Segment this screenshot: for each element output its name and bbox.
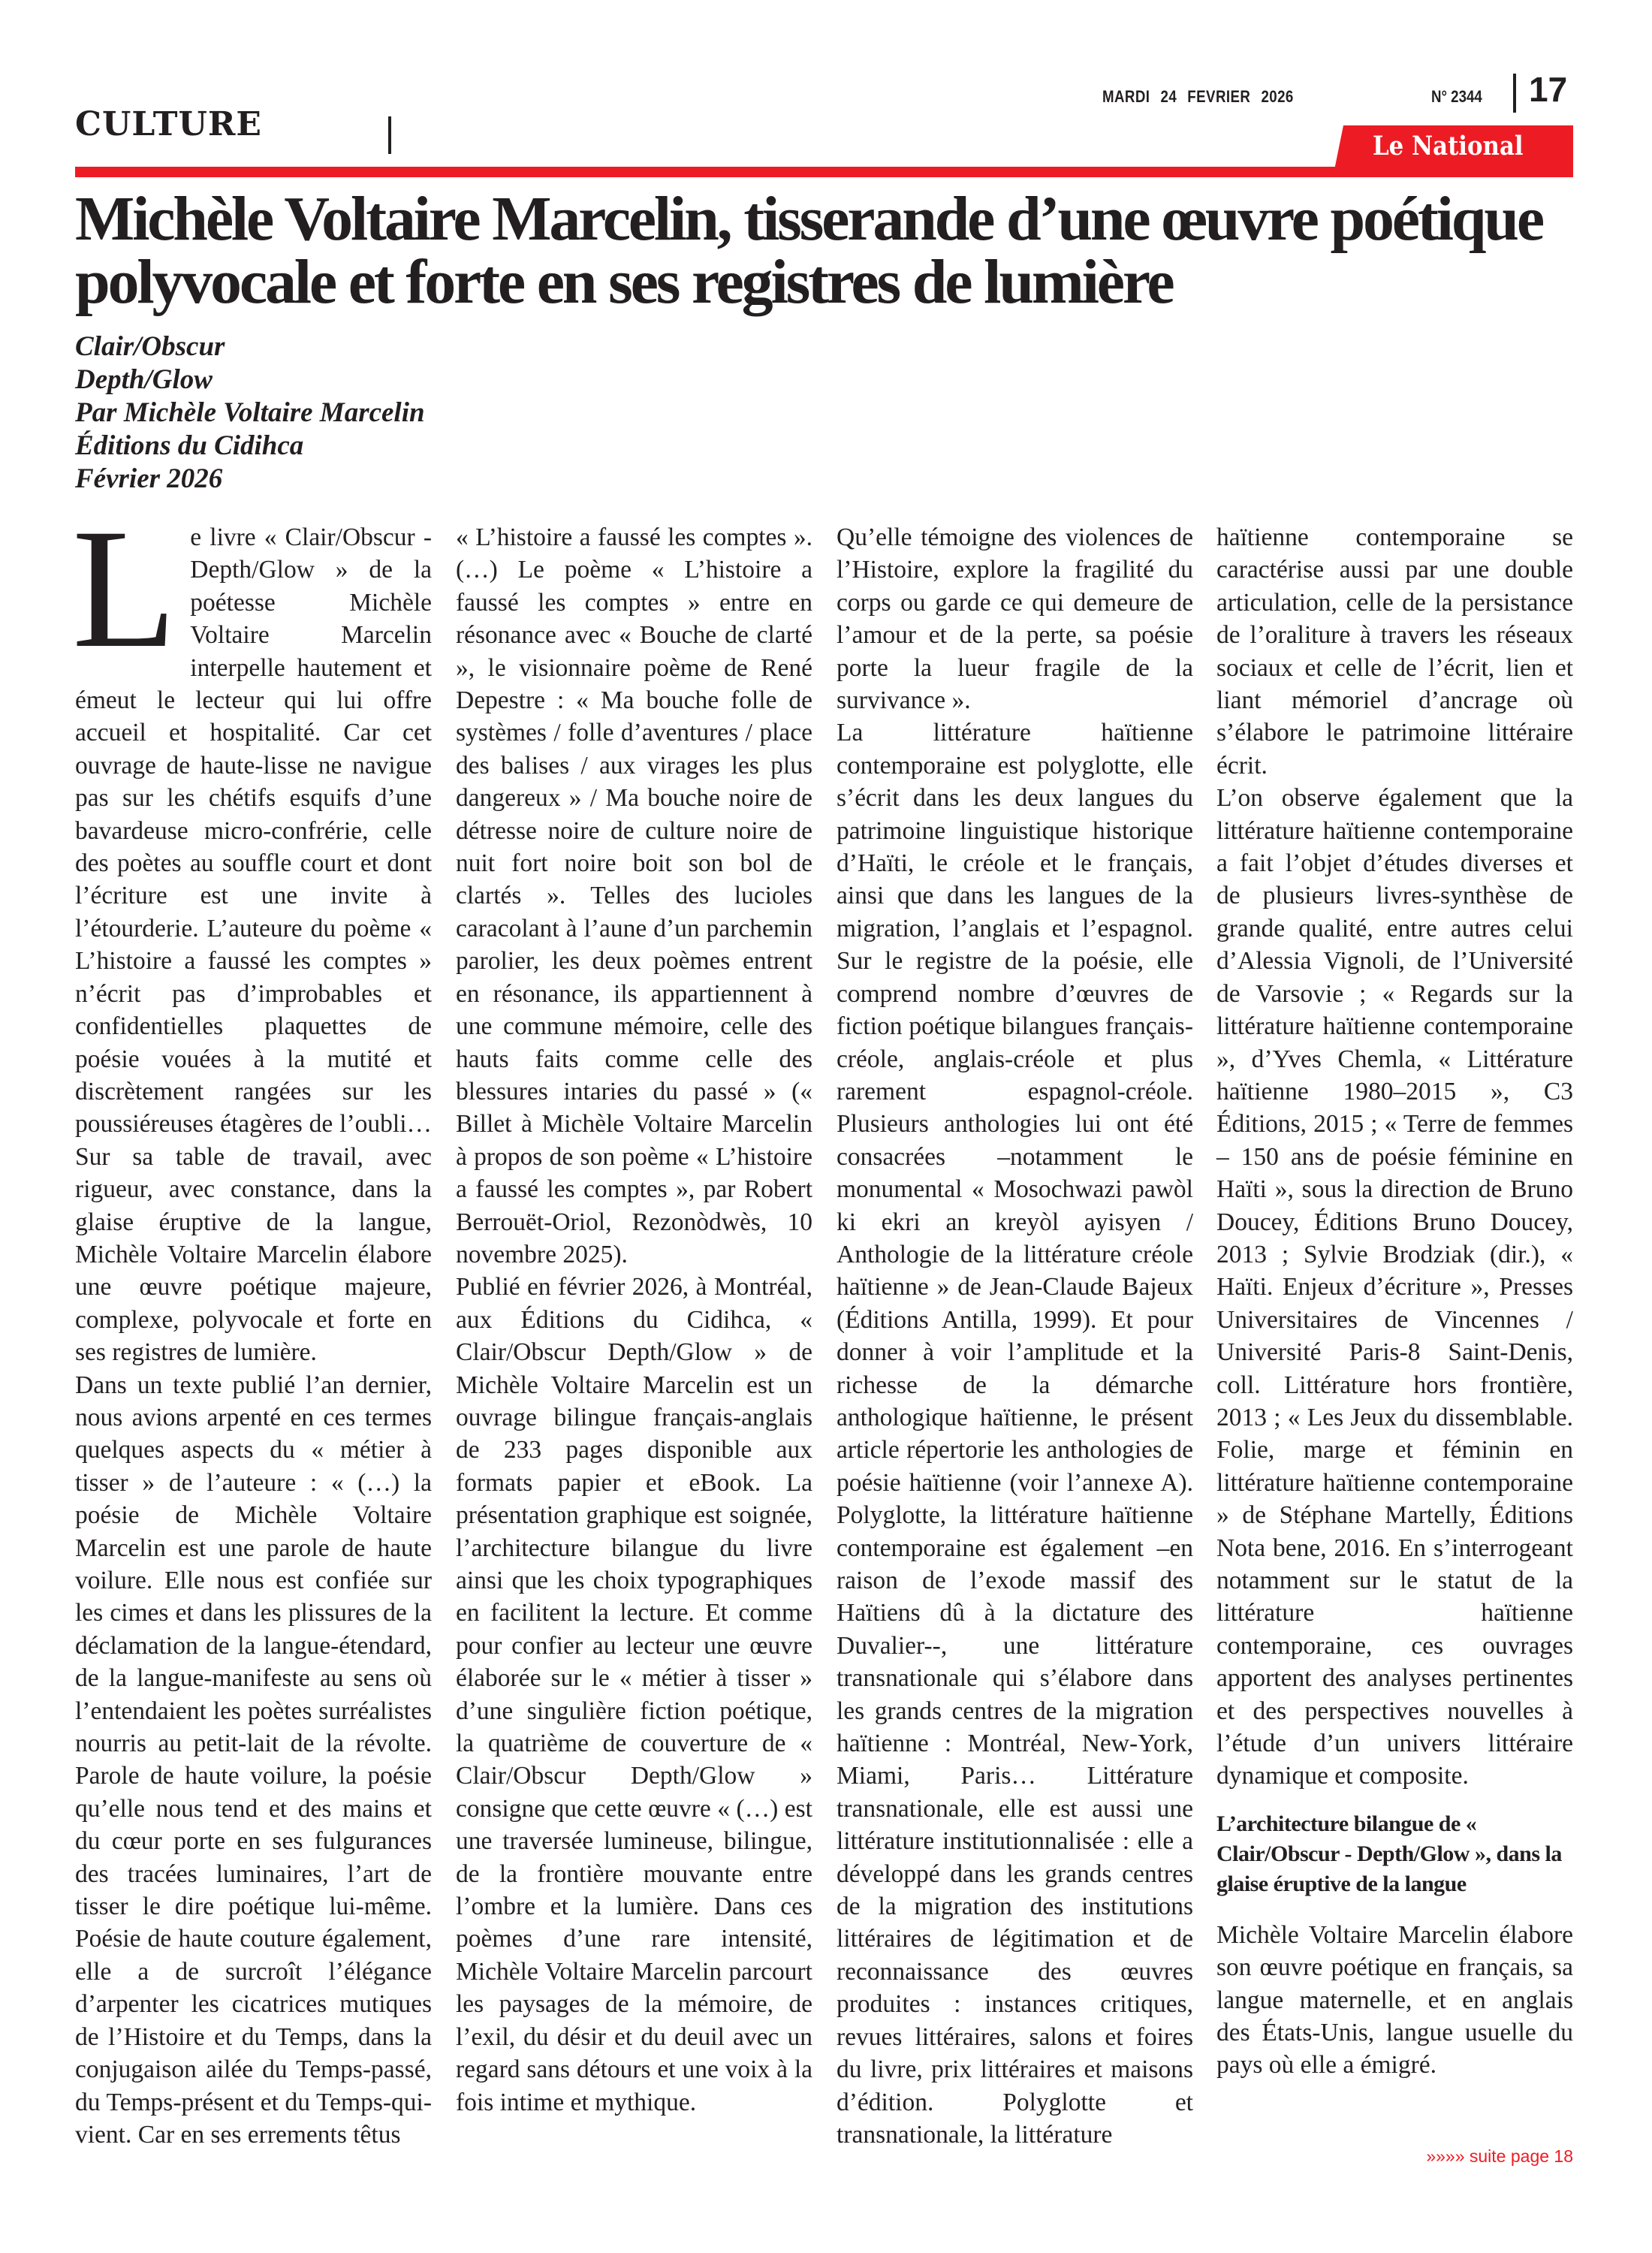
deck-publisher: Éditions du Cidihca	[75, 430, 304, 461]
headline-line: polyvocale et forte en ses registres de lumière	[75, 247, 1173, 317]
paragraph: Michèle Voltaire Marcelin élabore son œuvre poétique en français, sa langue maternelle, et en anglais des États-Unis, langue usuelle du pays où elle a émigré.	[1216, 1920, 1573, 2080]
deck-title-fr: Clair/Obscur	[75, 331, 225, 362]
page-number: 17	[1529, 70, 1568, 109]
article-column-3	[837, 521, 1193, 2151]
paragraph-text: e livre « Clair/Obscur - Depth/Glow » de la poétesse Michèle Voltaire Marcelin interpelle hautement et émeut le lecteur qui lui offre accueil et hospitalité. Car cet ouvrage de haute-lisse ne navigue pas sur les chétifs esquifs d’une bavardeuse micro-confrérie, celle des poètes au souffle court et dont l’écriture est une invite à l’étourderie. L’auteure du poème « L’histoire a faussé les comptes » n’écrit pas d’improbables et confidentielles plaquettes de poésie vouées à la mutité et discrètement rangées sur les poussiéreuses étagères de l’oubli… Sur sa table de travail, avec rigueur, avec constance, dans la glaise éruptive de la langue, Michèle Voltaire Marcelin élabore une œuvre poétique majeure, complexe, polyvocale et forte en ses registres de lumière.	[75, 523, 432, 1367]
drop-cap: L	[72, 494, 177, 683]
subheading: L’architecture bilangue de « Clair/Obscur - Depth/Glow », dans la glaise éruptive de la langue	[1216, 1811, 1562, 1896]
page-number-divider	[1513, 74, 1516, 113]
continued-on-page-link[interactable]: »»»» suite page 18	[1426, 2146, 1573, 2166]
paragraph: « L’histoire a faussé les comptes ». (…) Le poème « L’histoire a faussé les comptes » entre en résonance avec « Bouche de clarté », le visionnaire poème de René Depestre : « Ma bouche folle de systèmes / folle d’aventures / place des balises / aux virages les plus dangereux » / Ma bouche noire de détresse noire de culture noire de nuit fort noire boit son bol de clartés ». Telles des lucioles caracolant à l’aune d’un parchemin parolier, les deux poèmes entrent en résonance, ils appartiennent à une commune mémoire, celle des hauts faits comme celle des blessures intaries du passé » (« Billet à Michèle Voltaire Marcelin à propos de son poème « L’histoire a faussé les comptes », par Robert Berrouët-Oriol, Rezonòdwès, 10 novembre 2025).	[456, 523, 812, 1268]
article-column-1	[72, 494, 432, 2151]
paragraph: Qu’elle témoigne des violences de l’Histoire, explore la fragilité du corps ou garde ce qui demeure de l’amour et de la perte, sa poésie porte la lueur fragile de la survivance ».	[837, 523, 1193, 715]
paragraph: haïtienne contemporaine se caractérise aussi par une double articulation, celle de la persistance de l’oraliture à travers les réseaux sociaux et celle de l’écrit, lien et liant mémoriel d’ancrage où s’élabore le patrimoine littéraire écrit.	[1216, 523, 1573, 780]
section-divider	[388, 116, 391, 154]
paragraph: L’on observe également que la littérature haïtienne contemporaine a fait l’objet d’études diverses et de plusieurs livres-synthèse de grande qualité, entre autres celui d’Alessia Vignoli, de l’Université de Varsovie ; « Regards sur la littérature haïtienne contemporaine », d’Yves Chemla, « Littérature haïtienne 1980–2015 », C3 Éditions, 2015 ; « Terre de femmes – 150 ans de poésie féminine en Haïti », sous la direction de Bruno Doucey, Éditions Bruno Doucey, 2013 ; Sylvie Brodziak (dir.), « Haïti. Enjeux d’écriture », Presses Universitaires de Vincennes / Université Paris-8 Saint-Denis, coll. Littérature hors frontière, 2013 ; « Les Jeux du dissemblable. Folie, marge et féminin en littérature haïtienne contemporaine » de Stéphane Martelly, Éditions Nota bene, 2016. En s’interrogeant notamment sur le statut de la littérature haïtienne contemporaine, ces ouvrages apportent des analyses pertinentes et des perspectives nouvelles à l’étude d’un univers littéraire dynamique et composite.	[1216, 784, 1573, 1790]
paragraph	[72, 494, 432, 1369]
paragraph: La littérature haïtienne contemporaine est polyglotte, elle s’écrit dans les deux langues du patrimoine linguistique historique d’Haïti, le créole et le français, ainsi que dans les langues de la migration, l’anglais et l’espagnol. Sur le registre de la poésie, elle comprend nombre d’œuvres de fiction poétique bilangues français-créole, anglais-créole et plus rarement espagnol-créole. Plusieurs anthologies lui ont été consacrées –notamment le monumental « Mosochwazi pawòl ki ekri an kreyòl ayisyen / Anthologie de la littérature créole haïtienne » de Jean-Claude Bajeux (Éditions Antilla, 1999). Et pour donner à voir l’amplitude et la richesse de la démarche anthologique haïtienne, le présent article répertorie les anthologies de poésie haïtienne (voir l’annexe A). Polyglotte, la littérature haïtienne contemporaine est également –en raison de l’exode massif des Haïtiens dû à la dictature des Duvalier--, une littérature transnationale qui s’élabore dans les grands centres de la migration haïtienne : Montréal, New-York, Miami, Paris… Littérature transnationale, elle est aussi une littérature institutionnalisée : elle a développé dans les grands centres de la migration des institutions littéraires de légitimation et de reconnaissance des œuvres produites : instances critiques, revues littéraires, salons et foires du livre, prix littéraires et maisons d’édition. Polyglotte et transnationale, la littérature	[837, 719, 1193, 2149]
deck-author: Par Michèle Voltaire Marcelin	[75, 397, 425, 428]
article-column-2	[456, 521, 812, 2119]
issue-number: N° 2344	[1431, 87, 1482, 106]
paragraph: Publié en février 2026, à Montréal, aux Éditions du Cidihca, « Clair/Obscur Depth/Glow » de Michèle Voltaire Marcelin est un ouvrage bilingue français-anglais de 233 pages disponible aux formats papier et eBook. La présentation graphique est soignée, l’architecture bilangue du livre ainsi que les choix typographiques en facilitent la lecture. Et comme pour confier au lecteur une œuvre élaborée sur le « métier à tisser » d’une singulière fiction poétique, la quatrième de couverture de « Clair/Obscur Depth/Glow » consigne que cette œuvre « (…) est une traversée lumineuse, bilingue, de la frontière mouvante entre l’ombre et la lumière. Dans ces poèmes d’une rare intensité, Michèle Voltaire Marcelin parcourt les paysages de la mémoire, de l’exil, du désir et du deuil avec un regard sans détours et une voix à la fois intime et mythique.	[456, 1273, 812, 2116]
book-info-deck	[75, 330, 425, 496]
deck-date: Février 2026	[75, 463, 223, 494]
article-column-4	[1216, 521, 1573, 2082]
headline-line: Michèle Voltaire Marcelin, tisserande d’une œuvre poétique	[75, 184, 1542, 254]
newspaper-logo: Le National	[1373, 131, 1524, 161]
section-title: CULTURE	[75, 105, 262, 143]
headline	[75, 184, 1584, 317]
issue-date: MARDI 24 FEVRIER 2026	[1102, 87, 1294, 106]
deck-title-en: Depth/Glow	[75, 364, 213, 395]
paragraph: Dans un texte publié l’an dernier, nous avions arpenté en ces termes quelques aspects du « métier à tisser » de l’auteure : « (…) la poésie de Michèle Voltaire Marcelin est une parole de haute voilure. Elle nous est confiée sur les cimes et dans les plissures de la déclamation de la langue-étendard, de la langue-manifeste au sens où l’entendaient les poètes surréalistes nourris au petit-lait de la révolte. Parole de haute voilure, la poésie qu’elle nous tend et des mains et du cœur porte en ses fulgurances des tracées luminaires, l’art de tisser le dire poétique lui-même. Poésie de haute couture également, elle a de surcroît l’élégance d’arpenter les cicatrices mutiques de l’Histoire et du Temps, dans la conjugaison ailée du Temps-passé, du Temps-présent et du Temps-qui-vient. Car en ses errements têtus	[75, 1371, 432, 2149]
